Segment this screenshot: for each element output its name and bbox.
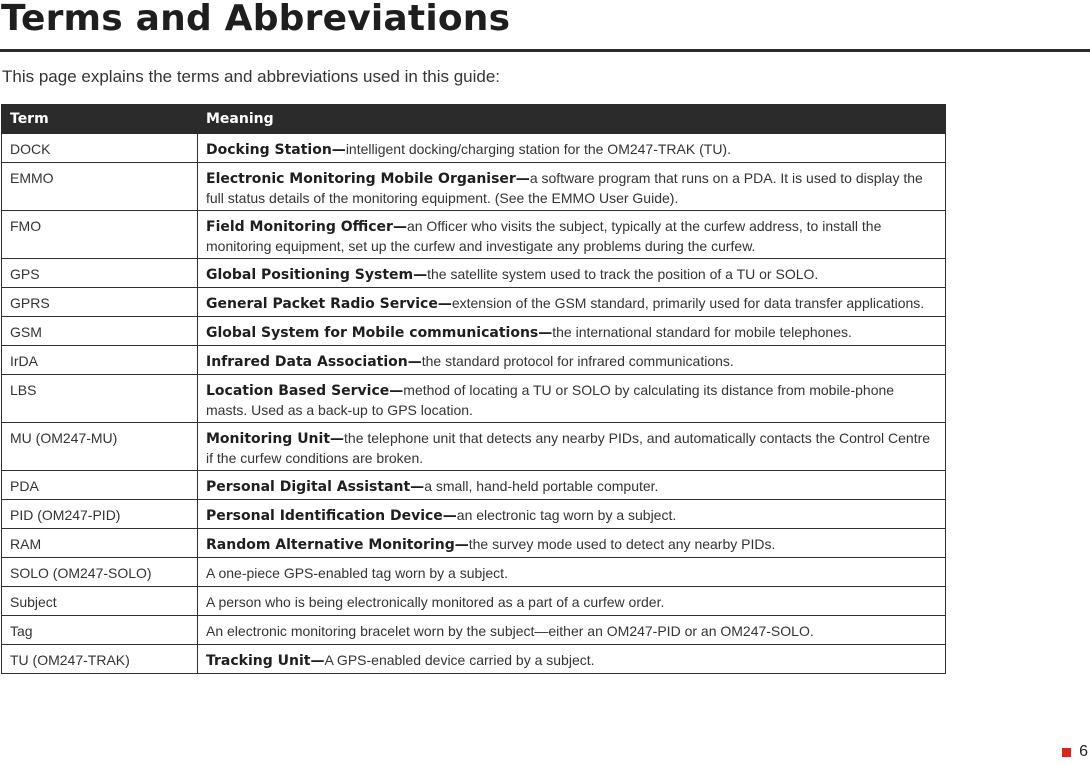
meaning-cell: [198, 259, 946, 288]
meaning-keyword: Field Monitoring Officer—: [206, 219, 407, 235]
meaning-cell: [198, 163, 946, 211]
meaning-text: the standard protocol for infrared communications.: [421, 353, 734, 369]
term-cell: GSM: [2, 317, 198, 346]
meaning-cell: [198, 471, 946, 500]
term-cell: MU (OM247-MU): [2, 423, 198, 471]
term-cell: GPRS: [2, 288, 198, 317]
meaning-cell: [198, 558, 946, 587]
terms-table: [1, 104, 946, 674]
term-cell: IrDA: [2, 346, 198, 375]
meaning-cell: [198, 500, 946, 529]
meaning-text: the international standard for mobile telephones.: [552, 324, 852, 340]
term-cell: LBS: [2, 375, 198, 423]
meaning-cell: [198, 346, 946, 375]
meaning-keyword: Location Based Service—: [206, 383, 404, 399]
meaning-text: A one-piece GPS-enabled tag worn by a subject.: [206, 565, 508, 581]
page-title: Terms and Abbreviations: [1, 0, 511, 39]
meaning-keyword: Tracking Unit—: [206, 653, 325, 669]
table-row: [2, 500, 946, 529]
page-footer: [1062, 743, 1088, 761]
column-header-meaning: Meaning: [198, 105, 946, 134]
page-number: 6: [1079, 743, 1088, 760]
meaning-text: A person who is being electronically monitored as a part of a curfew order.: [206, 594, 665, 610]
column-header-term: Term: [2, 105, 198, 134]
term-cell: RAM: [2, 529, 198, 558]
meaning-keyword: Global System for Mobile communications—: [206, 325, 553, 341]
term-cell: Subject: [2, 587, 198, 616]
table-row: [2, 645, 946, 674]
table-row: [2, 423, 946, 471]
meaning-text: the survey mode used to detect any nearby PIDs.: [468, 536, 776, 552]
meaning-keyword: Docking Station—: [206, 142, 346, 158]
table-row: [2, 471, 946, 500]
term-cell: PDA: [2, 471, 198, 500]
meaning-keyword: General Packet Radio Service—: [206, 296, 452, 312]
table-row: [2, 317, 946, 346]
meaning-text: An electronic monitoring bracelet worn by the subject—either an OM247-PID or an OM247-SOLO.: [206, 623, 814, 639]
term-cell: Tag: [2, 616, 198, 645]
title-rule: [0, 49, 1090, 52]
meaning-text: the satellite system used to track the position of a TU or SOLO.: [427, 266, 819, 282]
table-row: [2, 375, 946, 423]
intro-text: This page explains the terms and abbreviations used in this guide:: [2, 67, 501, 86]
table-row: [2, 346, 946, 375]
meaning-cell: [198, 375, 946, 423]
meaning-keyword: Monitoring Unit—: [206, 431, 345, 447]
table-row: [2, 288, 946, 317]
table-row: [2, 558, 946, 587]
meaning-text: method of locating a TU or SOLO by calculating its distance from mobile-phone masts. Used as a back-up to GPS location.: [206, 382, 895, 418]
table-row: [2, 587, 946, 616]
meaning-keyword: Electronic Monitoring Mobile Organiser—: [206, 171, 530, 187]
meaning-cell: [198, 211, 946, 259]
meaning-keyword: Personal Identification Device—: [206, 508, 457, 524]
meaning-text: a software program that runs on a PDA. It is used to display the full status details of the monitoring equipment. (See the EMMO User Guide).: [206, 170, 923, 206]
meaning-text: the telephone unit that detects any nearby PIDs, and automatically contacts the Control Centre if the curfew conditions are broken.: [206, 430, 931, 466]
meaning-keyword: Infrared Data Association—: [206, 354, 422, 370]
meaning-text: an Officer who visits the subject, typically at the curfew address, to install the monitoring equipment, set up the curfew and investigate any problems during the curfew.: [206, 218, 882, 254]
meaning-cell: [198, 423, 946, 471]
table-header-row: [2, 105, 946, 134]
meaning-text: A GPS-enabled device carried by a subject.: [324, 652, 595, 668]
meaning-cell: [198, 317, 946, 346]
meaning-cell: [198, 645, 946, 674]
meaning-cell: [198, 134, 946, 163]
meaning-cell: [198, 616, 946, 645]
term-cell: PID (OM247-PID): [2, 500, 198, 529]
term-cell: GPS: [2, 259, 198, 288]
meaning-cell: [198, 587, 946, 616]
meaning-keyword: Personal Digital Assistant—: [206, 479, 425, 495]
meaning-cell: [198, 529, 946, 558]
table-row: [2, 163, 946, 211]
table-row: [2, 134, 946, 163]
meaning-keyword: Random Alternative Monitoring—: [206, 537, 469, 553]
meaning-text: a small, hand-held portable computer.: [424, 478, 659, 494]
meaning-text: an electronic tag worn by a subject.: [456, 507, 677, 523]
table-row: [2, 211, 946, 259]
table-row: [2, 616, 946, 645]
term-cell: FMO: [2, 211, 198, 259]
term-cell: SOLO (OM247-SOLO): [2, 558, 198, 587]
table-row: [2, 259, 946, 288]
term-cell: TU (OM247-TRAK): [2, 645, 198, 674]
term-cell: DOCK: [2, 134, 198, 163]
red-square-icon: [1062, 748, 1071, 757]
meaning-text: intelligent docking/charging station for the OM247-TRAK (TU).: [345, 141, 731, 157]
table-row: [2, 529, 946, 558]
meaning-keyword: Global Positioning System—: [206, 267, 428, 283]
term-cell: EMMO: [2, 163, 198, 211]
meaning-cell: [198, 288, 946, 317]
meaning-text: extension of the GSM standard, primarily used for data transfer applications.: [451, 295, 925, 311]
